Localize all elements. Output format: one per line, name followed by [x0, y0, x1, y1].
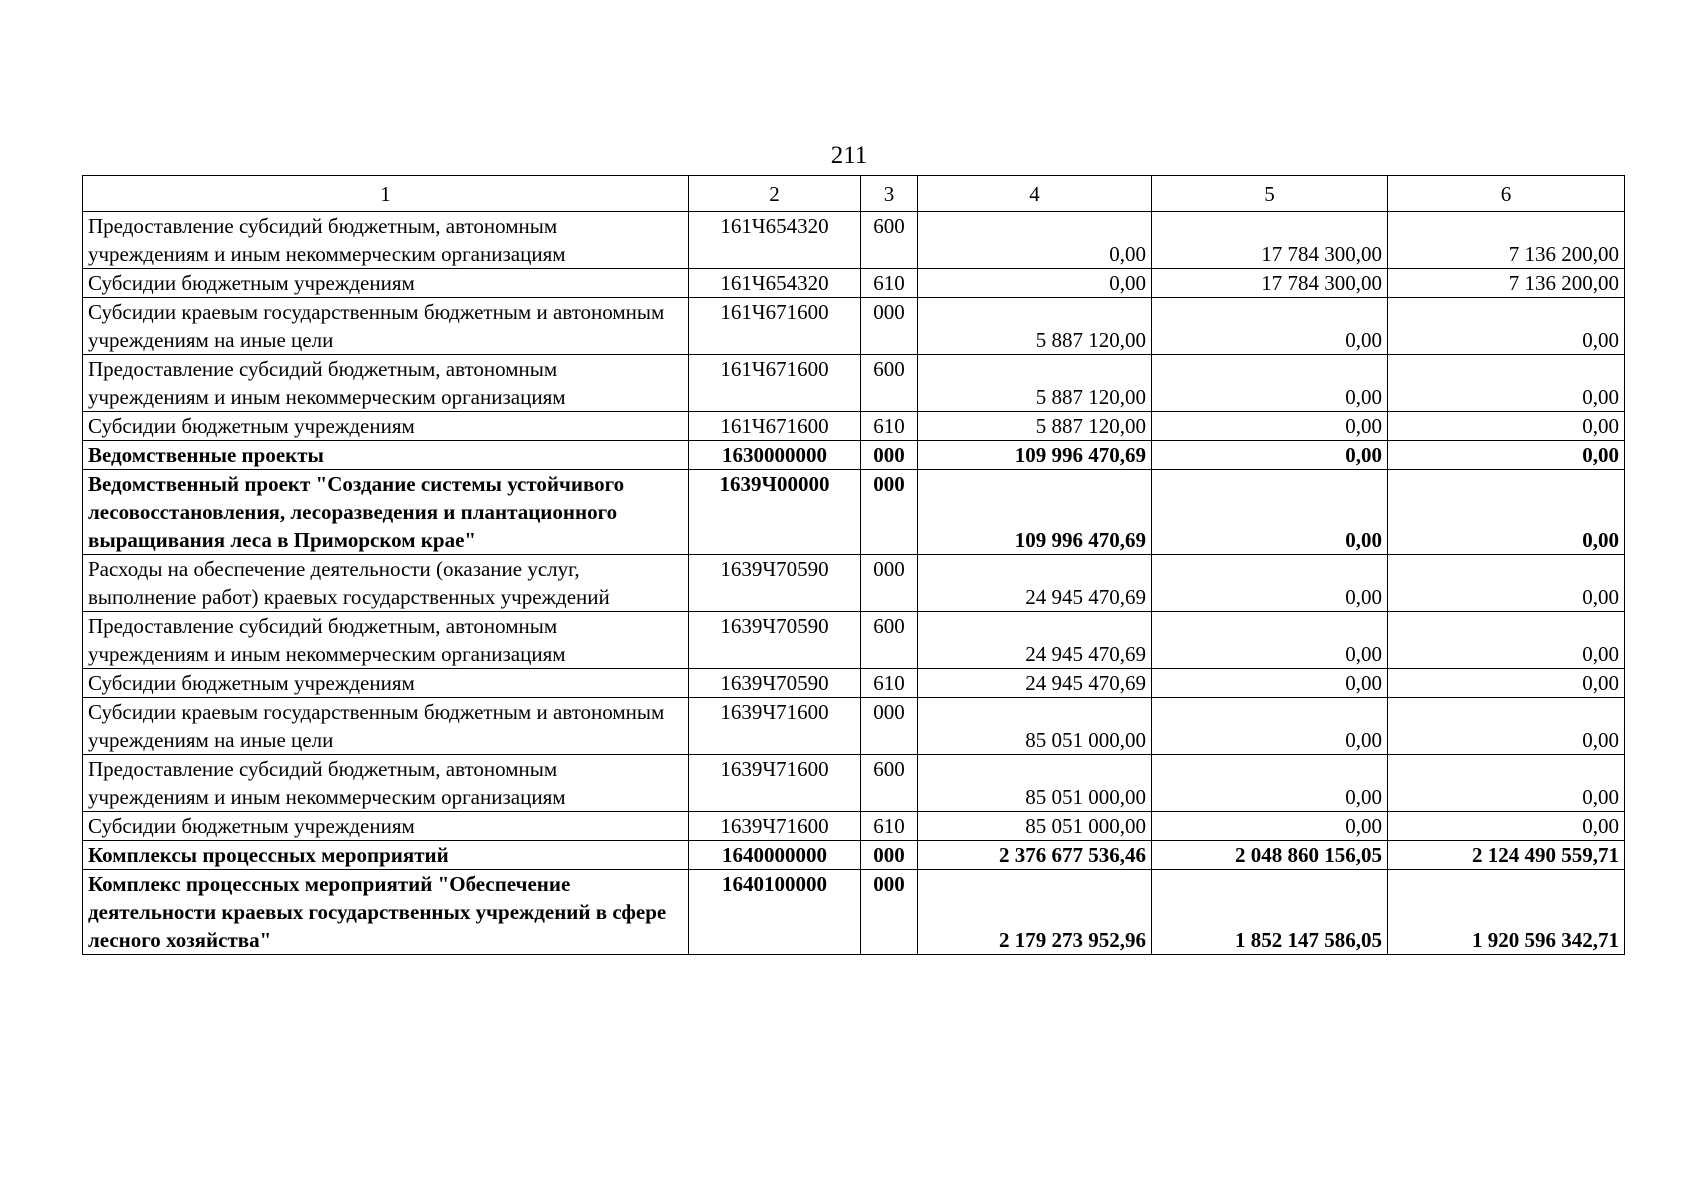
table-row [83, 669, 1625, 698]
row-amount-col4: 0,00 [918, 269, 1152, 298]
row-amount-col6: 0,00 [1388, 755, 1625, 812]
row-name: Субсидии бюджетным учреждениям [83, 269, 689, 298]
row-expense-type: 610 [861, 669, 918, 698]
row-amount-col6: 0,00 [1388, 612, 1625, 669]
row-name: Предоставление субсидий бюджетным, автономным учреждениям и иным некоммерческим организациям [83, 612, 689, 669]
row-amount-col5: 0,00 [1152, 470, 1388, 555]
row-amount-col5: 0,00 [1152, 441, 1388, 470]
row-name: Субсидии краевым государственным бюджетным и автономным учреждениям на иные цели [83, 698, 689, 755]
row-expense-type: 600 [861, 355, 918, 412]
row-amount-col4: 85 051 000,00 [918, 812, 1152, 841]
column-number: 6 [1388, 176, 1625, 212]
row-amount-col5: 17 784 300,00 [1152, 212, 1388, 269]
row-amount-col5: 0,00 [1152, 355, 1388, 412]
row-name: Субсидии бюджетным учреждениям [83, 812, 689, 841]
row-expense-type: 000 [861, 470, 918, 555]
row-name: Предоставление субсидий бюджетным, автономным учреждениям и иным некоммерческим организациям [83, 212, 689, 269]
column-number: 2 [689, 176, 861, 212]
row-expense-type: 000 [861, 441, 918, 470]
budget-table-body [83, 176, 1625, 955]
row-expense-type: 000 [861, 841, 918, 870]
row-code: 1639Ч70590 [689, 555, 861, 612]
column-number: 3 [861, 176, 918, 212]
row-code: 161Ч654320 [689, 212, 861, 269]
row-name: Субсидии бюджетным учреждениям [83, 412, 689, 441]
page-number: 211 [830, 142, 868, 169]
table-row [83, 612, 1625, 669]
row-amount-col4: 24 945 470,69 [918, 669, 1152, 698]
row-amount-col4: 109 996 470,69 [918, 470, 1152, 555]
row-amount-col6: 0,00 [1388, 441, 1625, 470]
row-amount-col4: 24 945 470,69 [918, 612, 1152, 669]
row-amount-col5: 0,00 [1152, 669, 1388, 698]
row-name: Субсидии краевым государственным бюджетным и автономным учреждениям на иные цели [83, 298, 689, 355]
row-code: 1639Ч71600 [689, 812, 861, 841]
row-amount-col6: 2 124 490 559,71 [1388, 841, 1625, 870]
table-row [83, 412, 1625, 441]
table-row [83, 212, 1625, 269]
row-amount-col5: 0,00 [1152, 612, 1388, 669]
table-row [83, 755, 1625, 812]
row-code: 161Ч671600 [689, 298, 861, 355]
row-amount-col6: 7 136 200,00 [1388, 269, 1625, 298]
row-code: 161Ч671600 [689, 412, 861, 441]
row-code: 1630000000 [689, 441, 861, 470]
row-code: 161Ч654320 [689, 269, 861, 298]
row-code: 1639Ч70590 [689, 669, 861, 698]
row-expense-type: 000 [861, 870, 918, 955]
table-row [83, 555, 1625, 612]
row-amount-col4: 2 179 273 952,96 [918, 870, 1152, 955]
table-row [83, 841, 1625, 870]
row-amount-col6: 0,00 [1388, 698, 1625, 755]
row-amount-col4: 109 996 470,69 [918, 441, 1152, 470]
row-expense-type: 600 [861, 212, 918, 269]
row-amount-col5: 0,00 [1152, 555, 1388, 612]
row-expense-type: 610 [861, 269, 918, 298]
column-number-row [83, 176, 1625, 212]
table-row [83, 470, 1625, 555]
row-expense-type: 000 [861, 698, 918, 755]
row-amount-col6: 1 920 596 342,71 [1388, 870, 1625, 955]
table-row [83, 355, 1625, 412]
row-code: 1639Ч00000 [689, 470, 861, 555]
row-name: Ведомственные проекты [83, 441, 689, 470]
budget-table [82, 175, 1625, 955]
row-amount-col4: 5 887 120,00 [918, 412, 1152, 441]
row-amount-col4: 5 887 120,00 [918, 298, 1152, 355]
row-code: 1640100000 [689, 870, 861, 955]
row-code: 1639Ч70590 [689, 612, 861, 669]
row-amount-col5: 0,00 [1152, 298, 1388, 355]
row-amount-col5: 0,00 [1152, 412, 1388, 441]
row-code: 161Ч671600 [689, 355, 861, 412]
table-row [83, 269, 1625, 298]
row-amount-col6: 0,00 [1388, 298, 1625, 355]
row-code: 1639Ч71600 [689, 755, 861, 812]
table-row [83, 298, 1625, 355]
row-amount-col6: 0,00 [1388, 470, 1625, 555]
row-amount-col6: 0,00 [1388, 355, 1625, 412]
table-row [83, 441, 1625, 470]
row-expense-type: 000 [861, 555, 918, 612]
row-amount-col4: 0,00 [918, 212, 1152, 269]
row-code: 1640000000 [689, 841, 861, 870]
column-number: 1 [83, 176, 689, 212]
row-amount-col4: 85 051 000,00 [918, 755, 1152, 812]
row-amount-col5: 0,00 [1152, 812, 1388, 841]
column-number: 5 [1152, 176, 1388, 212]
row-amount-col5: 1 852 147 586,05 [1152, 870, 1388, 955]
row-expense-type: 600 [861, 755, 918, 812]
row-amount-col6: 0,00 [1388, 555, 1625, 612]
row-name: Ведомственный проект "Создание системы устойчивого лесовосстановления, лесоразведения и плантационного выращивания леса в Приморском крае" [83, 470, 689, 555]
row-amount-col4: 5 887 120,00 [918, 355, 1152, 412]
row-expense-type: 610 [861, 412, 918, 441]
row-amount-col6: 0,00 [1388, 669, 1625, 698]
row-amount-col5: 17 784 300,00 [1152, 269, 1388, 298]
row-name: Предоставление субсидий бюджетным, автономным учреждениям и иным некоммерческим организациям [83, 355, 689, 412]
row-name: Предоставление субсидий бюджетным, автономным учреждениям и иным некоммерческим организациям [83, 755, 689, 812]
table-row [83, 812, 1625, 841]
row-code: 1639Ч71600 [689, 698, 861, 755]
row-expense-type: 600 [861, 612, 918, 669]
row-name: Субсидии бюджетным учреждениям [83, 669, 689, 698]
row-name: Комплексы процессных мероприятий [83, 841, 689, 870]
table-row [83, 870, 1625, 955]
row-amount-col6: 7 136 200,00 [1388, 212, 1625, 269]
row-expense-type: 610 [861, 812, 918, 841]
row-amount-col4: 85 051 000,00 [918, 698, 1152, 755]
row-name: Комплекс процессных мероприятий "Обеспечение деятельности краевых государственных учреждений в сфере лесного хозяйства" [83, 870, 689, 955]
row-amount-col5: 2 048 860 156,05 [1152, 841, 1388, 870]
row-amount-col5: 0,00 [1152, 755, 1388, 812]
row-amount-col4: 2 376 677 536,46 [918, 841, 1152, 870]
row-amount-col6: 0,00 [1388, 412, 1625, 441]
row-amount-col4: 24 945 470,69 [918, 555, 1152, 612]
row-amount-col6: 0,00 [1388, 812, 1625, 841]
row-name: Расходы на обеспечение деятельности (оказание услуг, выполнение работ) краевых государственных учреждений [83, 555, 689, 612]
table-row [83, 698, 1625, 755]
row-expense-type: 000 [861, 298, 918, 355]
row-amount-col5: 0,00 [1152, 698, 1388, 755]
column-number: 4 [918, 176, 1152, 212]
